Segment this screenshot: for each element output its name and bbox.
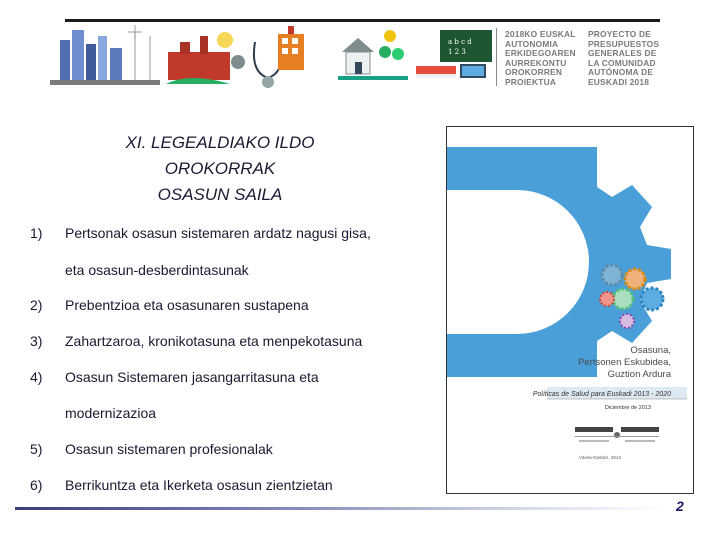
list-item-number: 4) bbox=[30, 369, 43, 385]
list-item-number: 2) bbox=[30, 297, 43, 313]
budget-title-spanish bbox=[588, 30, 668, 88]
banner-es-line: LA COMUNIDAD bbox=[588, 57, 656, 68]
banner-es-line: GENERALES DE bbox=[588, 48, 657, 59]
list-item-text-continued: modernizazioa bbox=[65, 405, 157, 421]
list-item-text: Zahartzaroa, kronikotasuna eta menpekotasuna bbox=[65, 333, 363, 349]
page-number: 2 bbox=[676, 498, 684, 514]
svg-text:a b c d: a b c d bbox=[448, 38, 472, 46]
school-illustration bbox=[416, 30, 492, 78]
health-illustration bbox=[254, 26, 304, 88]
list-item-number: 6) bbox=[30, 477, 43, 493]
list-item-text: Osasun Sistemaren jasangarritasuna eta bbox=[65, 369, 319, 385]
banner-eu-line: AUTONOMIA bbox=[505, 38, 559, 49]
banner-es-line: AUTÓNOMA DE bbox=[588, 67, 654, 78]
list-item-text: Pertsonak osasun sistemaren ardatz nagusi gisa, bbox=[65, 225, 371, 241]
cover-title-line: Osasuna, bbox=[630, 345, 671, 356]
list-item-text-continued: eta osasun-desberdintasunak bbox=[65, 262, 249, 278]
banner-es-line: PRESUPUESTOS bbox=[588, 38, 660, 49]
city-illustration bbox=[50, 25, 160, 85]
factory-illustration bbox=[166, 32, 245, 84]
list-item-number: 5) bbox=[30, 441, 43, 457]
budget-title-basque bbox=[505, 30, 583, 88]
list-item-text: Osasun sistemaren profesionalak bbox=[65, 441, 273, 457]
report-cover-image bbox=[446, 126, 694, 494]
list-item-text: Berrikuntza eta Ikerketa osasun zientzietan bbox=[65, 477, 333, 493]
cover-subtitle: Políticas de Salud para Euskadi 2013 - 2020 bbox=[532, 391, 671, 398]
banner-illustrations bbox=[50, 22, 500, 94]
cover-title-line: Pertsonen Eskubidea, bbox=[578, 357, 671, 368]
list-item-number: 3) bbox=[30, 333, 43, 349]
cover-date: Diciembre de 2013 bbox=[604, 405, 651, 411]
banner-eu-line: ERKIDEGOAREN bbox=[505, 48, 576, 59]
banner-eu-line: OROKORREN bbox=[505, 67, 563, 78]
cover-publisher: Vitoria-Gasteiz, 2013 bbox=[579, 455, 621, 460]
svg-text:1 2 3: 1 2 3 bbox=[448, 48, 466, 56]
banner-eu-line: PROIEKTUA bbox=[505, 76, 557, 87]
banner-es-line: EUSKADI 2018 bbox=[588, 76, 650, 87]
government-logo bbox=[575, 427, 663, 449]
list-item-text: Prebentzioa eta osasunaren sustapena bbox=[65, 297, 309, 313]
cover-title bbox=[578, 345, 671, 381]
banner-es-line: PROYECTO DE bbox=[588, 29, 652, 39]
banner-divider bbox=[496, 28, 497, 86]
list-item-number: 1) bbox=[30, 225, 43, 241]
house-illustration bbox=[338, 30, 408, 80]
title-line: XI. LEGEALDIAKO ILDO bbox=[125, 133, 315, 152]
banner-eu-line: 2018KO EUSKAL bbox=[505, 29, 576, 39]
banner-eu-line: AURREKONTU bbox=[505, 57, 567, 68]
slide-title bbox=[110, 130, 330, 208]
footer-rule bbox=[15, 507, 665, 510]
title-line: OROKORRAK bbox=[164, 159, 276, 178]
cover-title-line: Guztion Ardura bbox=[607, 369, 671, 380]
title-line: OSASUN SAILA bbox=[157, 185, 283, 204]
